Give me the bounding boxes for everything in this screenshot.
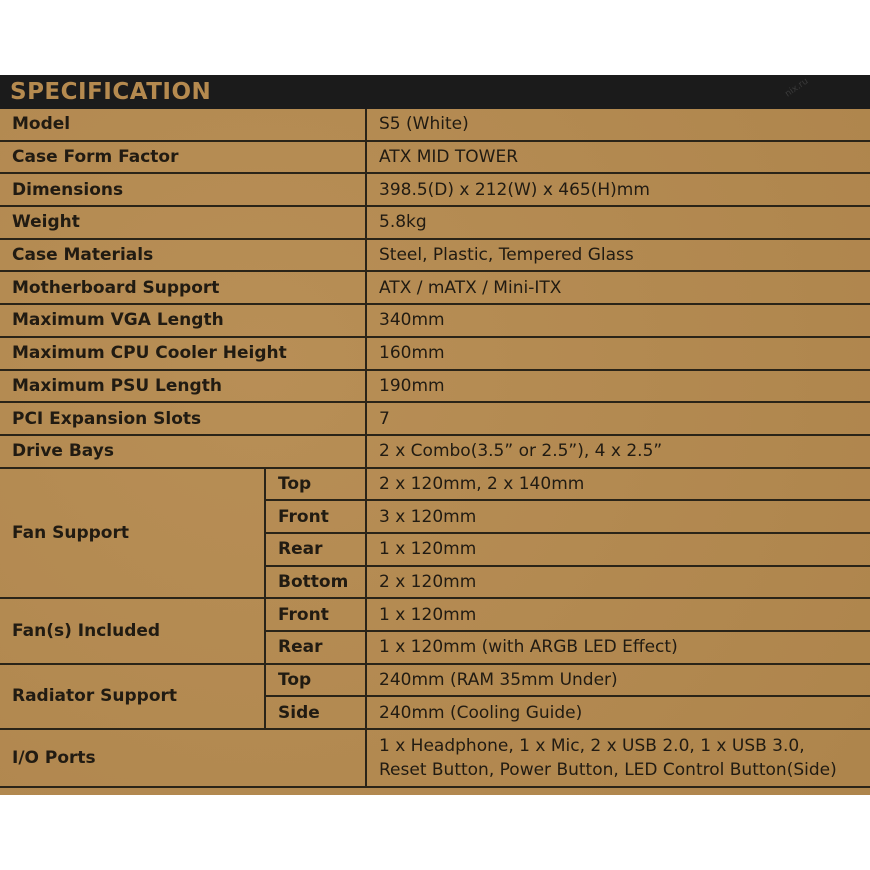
row-value: 1 x 120mm: [366, 598, 870, 631]
group-label-radiator-support: Radiator Support: [0, 664, 265, 729]
table-row: [0, 468, 870, 501]
row-value: 3 x 120mm: [366, 500, 870, 533]
row-value: 5.8kg: [366, 206, 870, 239]
row-value: 2 x Combo(3.5” or 2.5”), 4 x 2.5”: [366, 435, 870, 468]
row-value: 7: [366, 402, 870, 435]
row-value: 160mm: [366, 337, 870, 370]
row-value: Steel, Plastic, Tempered Glass: [366, 239, 870, 272]
io-ports-line-2: Reset Button, Power Button, LED Control Button(Side): [379, 760, 837, 781]
io-ports-line-1: 1 x Headphone, 1 x Mic, 2 x USB 2.0, 1 x USB 3.0,: [379, 736, 805, 757]
group-label-fan-support: Fan Support: [0, 468, 265, 599]
row-value: 190mm: [366, 370, 870, 403]
table-row: [0, 337, 870, 370]
spec-table: [0, 109, 870, 788]
specification-panel: [0, 75, 870, 795]
table-row: [0, 598, 870, 631]
row-label: Case Form Factor: [0, 141, 366, 174]
row-value: 240mm (Cooling Guide): [366, 696, 870, 729]
row-value: 398.5(D) x 212(W) x 465(H)mm: [366, 173, 870, 206]
watermark: nix.ru: [783, 76, 811, 100]
table-row: [0, 435, 870, 468]
table-row: [0, 173, 870, 206]
group-label-fans-included: Fan(s) Included: [0, 598, 265, 663]
row-label: PCI Expansion Slots: [0, 402, 366, 435]
row-value: S5 (White): [366, 109, 870, 141]
sub-label: Front: [265, 598, 366, 631]
sub-label: Top: [265, 664, 366, 697]
sub-label: Side: [265, 696, 366, 729]
row-label: Dimensions: [0, 173, 366, 206]
row-label: Motherboard Support: [0, 271, 366, 304]
table-row: [0, 370, 870, 403]
row-label: Maximum VGA Length: [0, 304, 366, 337]
row-value-io-ports: [366, 729, 870, 787]
row-label: Maximum PSU Length: [0, 370, 366, 403]
row-value: 1 x 120mm: [366, 533, 870, 566]
row-label: Maximum CPU Cooler Height: [0, 337, 366, 370]
page-title: SPECIFICATION: [10, 79, 212, 105]
row-value: 240mm (RAM 35mm Under): [366, 664, 870, 697]
table-row: [0, 239, 870, 272]
table-row: [0, 141, 870, 174]
sub-label: Rear: [265, 533, 366, 566]
table-row: [0, 729, 870, 787]
table-row: [0, 109, 870, 141]
sub-label: Front: [265, 500, 366, 533]
table-row: [0, 664, 870, 697]
table-row: [0, 271, 870, 304]
row-value: 1 x 120mm (with ARGB LED Effect): [366, 631, 870, 664]
header-bar: [0, 75, 870, 109]
sub-label: Rear: [265, 631, 366, 664]
table-row: [0, 402, 870, 435]
sub-label: Bottom: [265, 566, 366, 599]
row-value: ATX MID TOWER: [366, 141, 870, 174]
row-label: Model: [0, 109, 366, 141]
row-value: 2 x 120mm, 2 x 140mm: [366, 468, 870, 501]
sub-label: Top: [265, 468, 366, 501]
row-label: Weight: [0, 206, 366, 239]
row-label: Case Materials: [0, 239, 366, 272]
table-row: [0, 206, 870, 239]
row-label: I/O Ports: [0, 729, 366, 787]
row-label: Drive Bays: [0, 435, 366, 468]
row-value: ATX / mATX / Mini-ITX: [366, 271, 870, 304]
table-row: [0, 304, 870, 337]
row-value: 2 x 120mm: [366, 566, 870, 599]
row-value: 340mm: [366, 304, 870, 337]
